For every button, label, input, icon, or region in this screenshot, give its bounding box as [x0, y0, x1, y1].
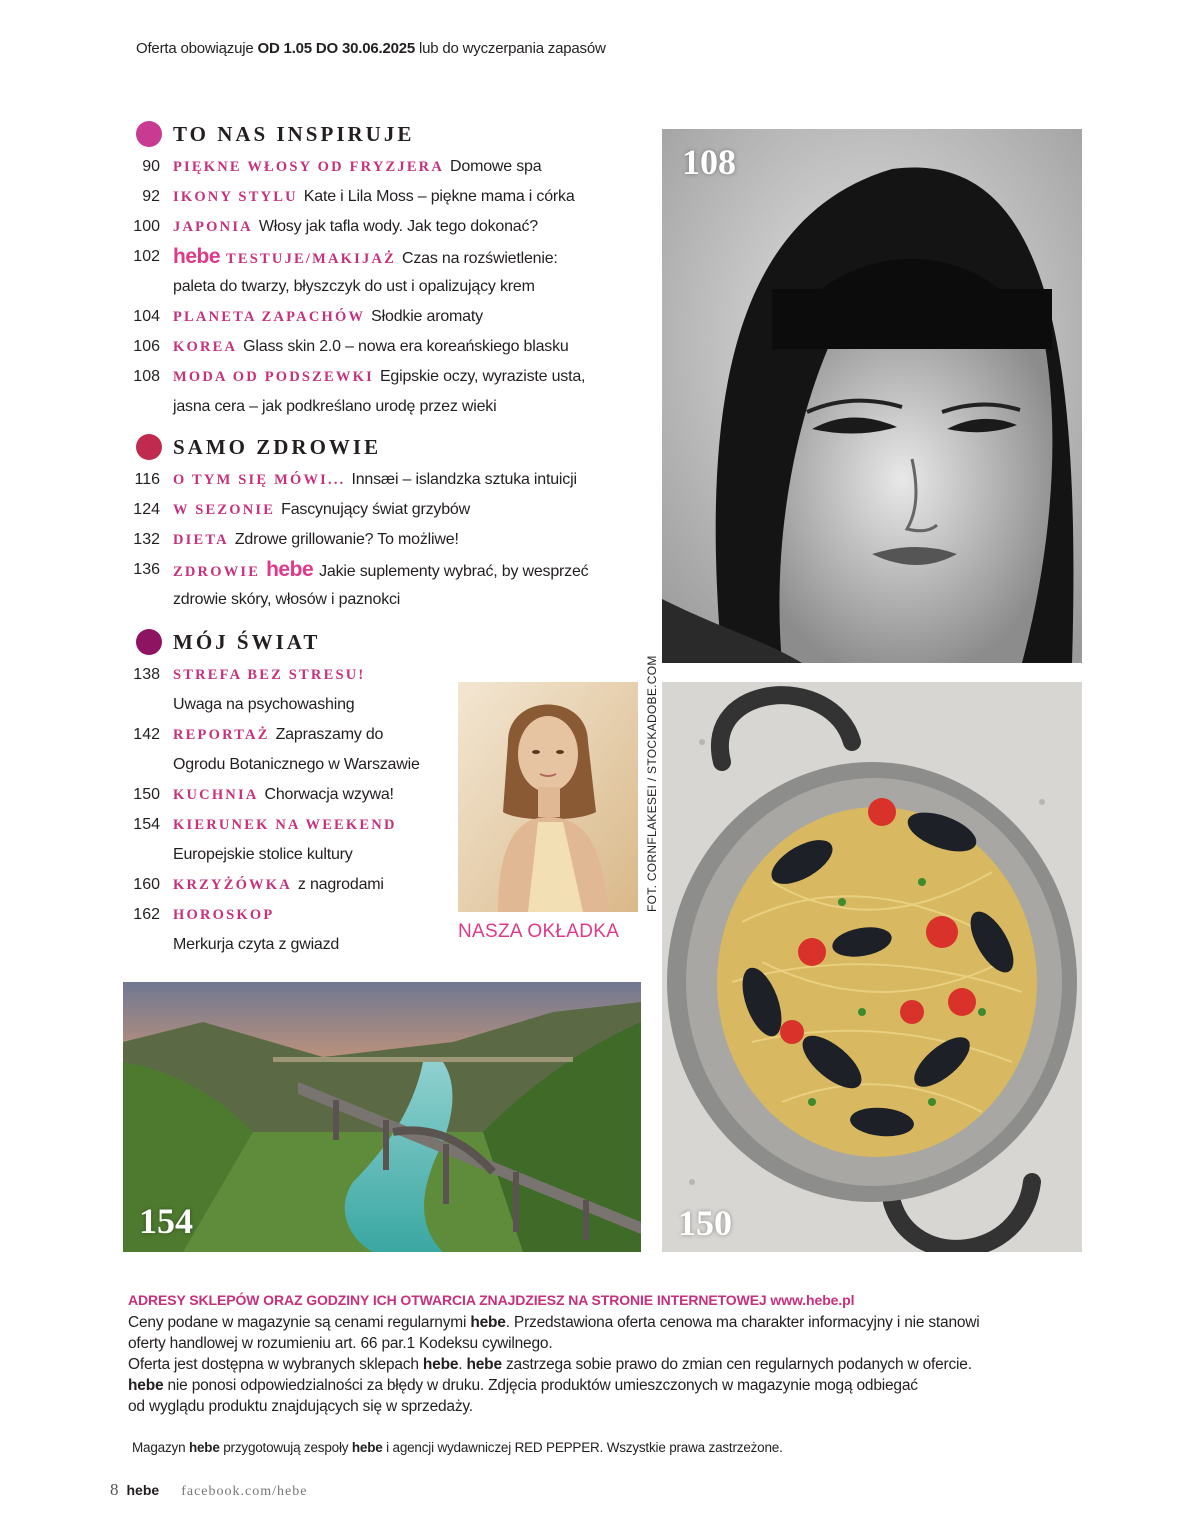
page-number: 162 [133, 906, 160, 923]
cover-label: NASZA OKŁADKA [458, 921, 620, 942]
section-title: MÓJ ŚWIAT [173, 629, 321, 654]
description: Zdrowe grillowanie? To możliwe! [234, 531, 459, 548]
description-cont: zdrowie skóry, włosów i paznokci [173, 591, 401, 608]
page-number: 136 [133, 561, 160, 578]
photo-credit: FOT. CORNFLAKESEI / STOCKADOBE.COM [645, 655, 659, 912]
page-number: 102 [133, 248, 160, 265]
publisher-credits [132, 1440, 783, 1455]
description: Innsæi – islandzka sztuka intuicji [351, 471, 577, 488]
description: Kate i Lila Moss – piękne mama i córka [303, 188, 575, 205]
page-number: 150 [133, 786, 160, 803]
section-swiat [136, 629, 320, 655]
description: Domowe spa [450, 158, 542, 175]
category: JAPONIA [173, 219, 253, 235]
page-number: 132 [133, 531, 160, 548]
page-number: 90 [142, 158, 160, 175]
section-dot-icon [136, 434, 162, 460]
section-title: SAMO ZDROWIE [173, 434, 382, 459]
brand-name: hebe [470, 1314, 506, 1331]
facebook-link[interactable]: facebook.com/hebe [181, 1484, 308, 1499]
section-inspiruje [136, 121, 414, 147]
photo-page-number: 150 [678, 1203, 732, 1243]
section-dot-icon [136, 121, 162, 147]
category: STREFA BEZ STRESU! [173, 667, 366, 683]
bridge-image [123, 982, 641, 1252]
addresses-text: ADRESY SKLEPÓW ORAZ GODZINY ICH OTWARCIA ZNAJDZIESZ NA STRONIE INTERNETOWEJ [128, 1292, 767, 1308]
pasta-image [662, 682, 1082, 1252]
store-addresses-note [128, 1292, 854, 1308]
category: PIĘKNE WŁOSY OD FRYZJERA [173, 159, 445, 175]
description-cont: Merkurja czyta z gwiazd [173, 936, 340, 953]
legal-line: oferty handlowej w rozumieniu art. 66 par.1 Kodeksu cywilnego. [128, 1335, 553, 1352]
legal-line [128, 1375, 1078, 1396]
brand-name: hebe [188, 1440, 220, 1455]
category: KRZYŻÓWKA [173, 877, 292, 893]
legal-line: Oferta jest dostępna w wybranych sklepach hebe. hebe zastrzega sobie prawo do zmian cen regularnych podanych w ofercie. [128, 1356, 972, 1373]
category: KUCHNIA [173, 787, 259, 803]
description: Włosy jak tafla wody. Jak tego dokonać? [258, 218, 539, 235]
description-cont: Europejskie stolice kultury [173, 846, 353, 863]
section-dot-icon [136, 629, 162, 655]
description-cont: Ogrodu Botanicznego w Warszawie [173, 756, 420, 773]
description: Chorwacja wzywa! [264, 786, 394, 803]
hebe-logo-icon: hebe [126, 1482, 160, 1498]
legal-line [128, 1312, 1078, 1333]
description: z nagrodami [297, 876, 384, 893]
description-cont: jasna cera – jak podkreślano urodę przez wieki [173, 398, 497, 415]
description: Czas na rozświetlenie: [402, 250, 558, 267]
legal-text: zastrzega sobie prawo do zmian cen regularnych podanych w ofercie. [505, 1356, 972, 1373]
description: Jakie suplementy wybrać, by wesprzeć [319, 563, 589, 580]
description-cont: paleta do twarzy, błyszczyk do ust i opalizujący krem [173, 278, 535, 295]
description: Słodkie aromaty [371, 308, 483, 325]
section-zdrowie [136, 434, 381, 460]
page-number: 124 [133, 501, 160, 518]
description: Glass skin 2.0 – nowa era koreańskiego blasku [243, 338, 569, 355]
brand-name: hebe [466, 1356, 502, 1373]
category: KIERUNEK NA WEEKEND [173, 817, 397, 833]
offer-suffix: lub do wyczerpania zapasów [419, 40, 606, 57]
category: TESTUJE/MAKIJAŻ [226, 251, 396, 267]
page-footer [110, 1480, 307, 1500]
photo-page-number: 154 [139, 1201, 193, 1241]
credits-text: i agencji wydawniczej RED PEPPER. Wszystkie prawa zastrzeżone. [386, 1440, 783, 1455]
page-number: 154 [133, 816, 160, 833]
page-number: 100 [133, 218, 160, 235]
hebe-logo-icon: hebe [173, 245, 221, 268]
page-number: 138 [133, 666, 160, 683]
category: REPORTAŻ [173, 727, 270, 743]
category: HOROSKOP [173, 907, 275, 923]
pasta-photo[interactable] [662, 682, 1082, 1252]
category: O TYM SIĘ MÓWI... [173, 472, 346, 488]
category: DIETA [173, 532, 229, 548]
category: IKONY STYLU [173, 189, 298, 205]
page-number: 92 [142, 188, 160, 205]
offer-validity [136, 40, 606, 57]
cover-photo[interactable] [458, 682, 638, 912]
portrait-image [662, 129, 1082, 663]
category: W SEZONIE [173, 502, 276, 518]
credits-text: przygotowują zespoły [223, 1440, 349, 1455]
legal-disclaimer [128, 1312, 1078, 1417]
description: Zapraszamy do [275, 726, 384, 743]
legal-text: Ceny podane w magazynie są cenami regularnymi [128, 1314, 467, 1331]
page-number: 106 [133, 338, 160, 355]
category: ZDROWIE [173, 564, 261, 580]
photo-page-number: 108 [682, 142, 736, 182]
legal-text: Oferta jest dostępna w wybranych sklepach [128, 1356, 419, 1373]
legal-line: od wyglądu produktu znajdujących się w sprzedaży. [128, 1398, 473, 1415]
description: Egipskie oczy, wyraziste usta, [379, 368, 586, 385]
brand-name: hebe [351, 1440, 383, 1455]
description-cont: Uwaga na psychowashing [173, 696, 355, 713]
description: Fascynujący świat grzybów [281, 501, 470, 518]
offer-dates: OD 1.05 DO 30.06.2025 [257, 40, 416, 57]
brand-name: hebe [128, 1377, 164, 1394]
legal-text: nie ponosi odpowiedzialności za błędy w druku. Zdjęcia produktów umieszczonych w magazynie mogą odbiegać [167, 1377, 918, 1394]
portrait-photo[interactable] [662, 129, 1082, 663]
credits-text: Magazyn [132, 1440, 186, 1455]
hebe-logo-icon: hebe [266, 558, 314, 581]
page-number: 104 [133, 308, 160, 325]
website-link[interactable]: www.hebe.pl [770, 1292, 855, 1308]
offer-prefix: Oferta obowiązuje [136, 40, 254, 57]
legal-text: . Przedstawiona oferta cenowa ma charakter informacyjny i nie stanowi [505, 1314, 980, 1331]
category: PLANETA ZAPACHÓW [173, 309, 366, 325]
category: KOREA [173, 339, 238, 355]
footer-page-number: 8 [110, 1480, 119, 1499]
page-number: 160 [133, 876, 160, 893]
brand-name: hebe [422, 1356, 459, 1373]
page-number: 108 [133, 368, 160, 385]
section-title: TO NAS INSPIRUJE [173, 121, 415, 146]
bridge-photo[interactable] [123, 982, 641, 1252]
page-number: 142 [133, 726, 160, 743]
cover-image [458, 682, 638, 912]
category: MODA OD PODSZEWKI [173, 369, 374, 385]
page-number: 116 [134, 471, 160, 488]
